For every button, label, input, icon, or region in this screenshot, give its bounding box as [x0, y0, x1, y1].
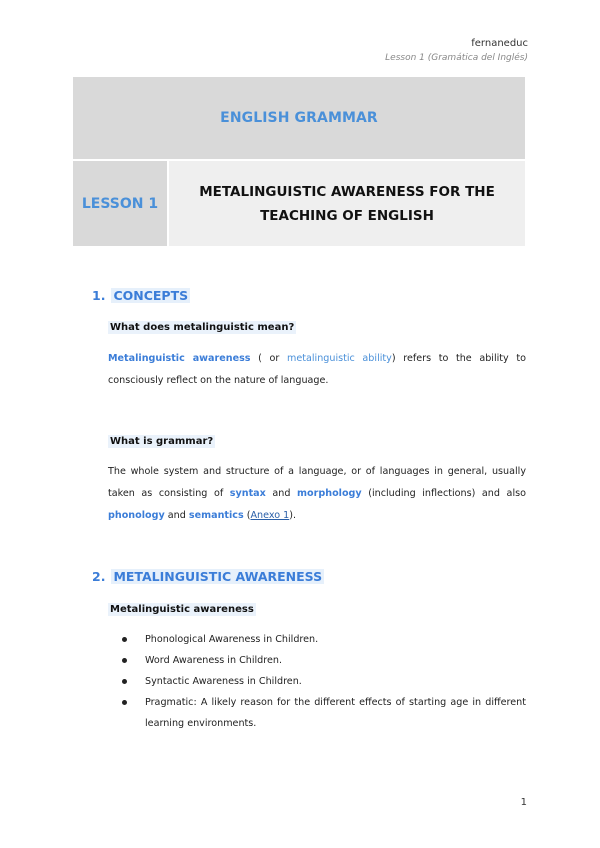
title-row — [73, 161, 525, 246]
text-fragment: ( — [243, 510, 251, 521]
section-title: CONCEPTS — [113, 288, 189, 303]
subheading-text: What does metalinguistic mean? — [110, 322, 295, 333]
bullet-icon — [122, 700, 127, 705]
term-syntax: syntax — [229, 488, 266, 499]
term-morphology: morphology — [297, 488, 362, 499]
page-number: 1 — [520, 797, 527, 808]
list-item — [108, 650, 526, 671]
course-title: ENGLISH GRAMMAR — [73, 77, 525, 159]
subheading-text: What is grammar? — [110, 436, 214, 447]
section-number: 1. — [92, 288, 106, 303]
term-phonology: phonology — [108, 510, 165, 521]
title-table — [73, 77, 525, 246]
term-semantics: semantics — [188, 510, 244, 521]
text-fragment: ( or — [250, 353, 287, 364]
section-heading-concepts — [92, 288, 190, 303]
list-item-text: Word Awareness in Children. — [145, 655, 283, 666]
lesson-label: LESSON 1 — [73, 161, 167, 246]
subheading-metalinguistic-meaning — [108, 322, 296, 333]
text-fragment: ) refers to the ability to consciously reflect on the nature of language. — [108, 353, 526, 386]
text-fragment: ). — [289, 510, 297, 521]
text-fragment: and — [265, 488, 298, 499]
list-item — [108, 629, 526, 650]
list-item-text: Phonological Awareness in Children. — [145, 634, 319, 645]
subheading-metalinguistic-awareness — [108, 604, 256, 615]
annex-link[interactable]: Anexo 1 — [250, 510, 290, 521]
paragraph-metalinguistic-definition — [108, 348, 526, 392]
text-fragment: (including inflections) and also — [361, 488, 526, 499]
list-item-text: Pragmatic: A likely reason for the different effects of starting age in different learning environments. — [145, 697, 526, 729]
lesson-topic: METALINGUISTIC AWARENESS FOR THE TEACHING OF ENGLISH — [169, 161, 525, 246]
bullet-icon — [122, 637, 127, 642]
text-fragment: The whole system and structure of a language, or of languages in general, usually taken as consisting of — [108, 466, 526, 499]
text-fragment: and — [164, 510, 189, 521]
header-author: fernaneduc — [471, 38, 528, 49]
list-item-text: Syntactic Awareness in Children. — [145, 676, 302, 687]
subheading-grammar — [108, 436, 215, 447]
bullet-icon — [122, 679, 127, 684]
section-heading-metalinguistic-awareness — [92, 569, 324, 584]
header-lesson: Lesson 1 (Gramática del Inglés) — [385, 53, 528, 63]
bullet-list — [108, 629, 526, 734]
list-item — [108, 671, 526, 692]
list-item — [108, 692, 526, 734]
term-metalinguistic-ability: metalinguistic ability — [286, 353, 392, 364]
section-title: METALINGUISTIC AWARENESS — [113, 569, 323, 584]
paragraph-grammar-definition — [108, 461, 526, 527]
term-metalinguistic-awareness: Metalinguistic awareness — [108, 353, 251, 364]
subheading-text: Metalinguistic awareness — [110, 604, 254, 615]
section-number: 2. — [92, 569, 106, 584]
bullet-icon — [122, 658, 127, 663]
